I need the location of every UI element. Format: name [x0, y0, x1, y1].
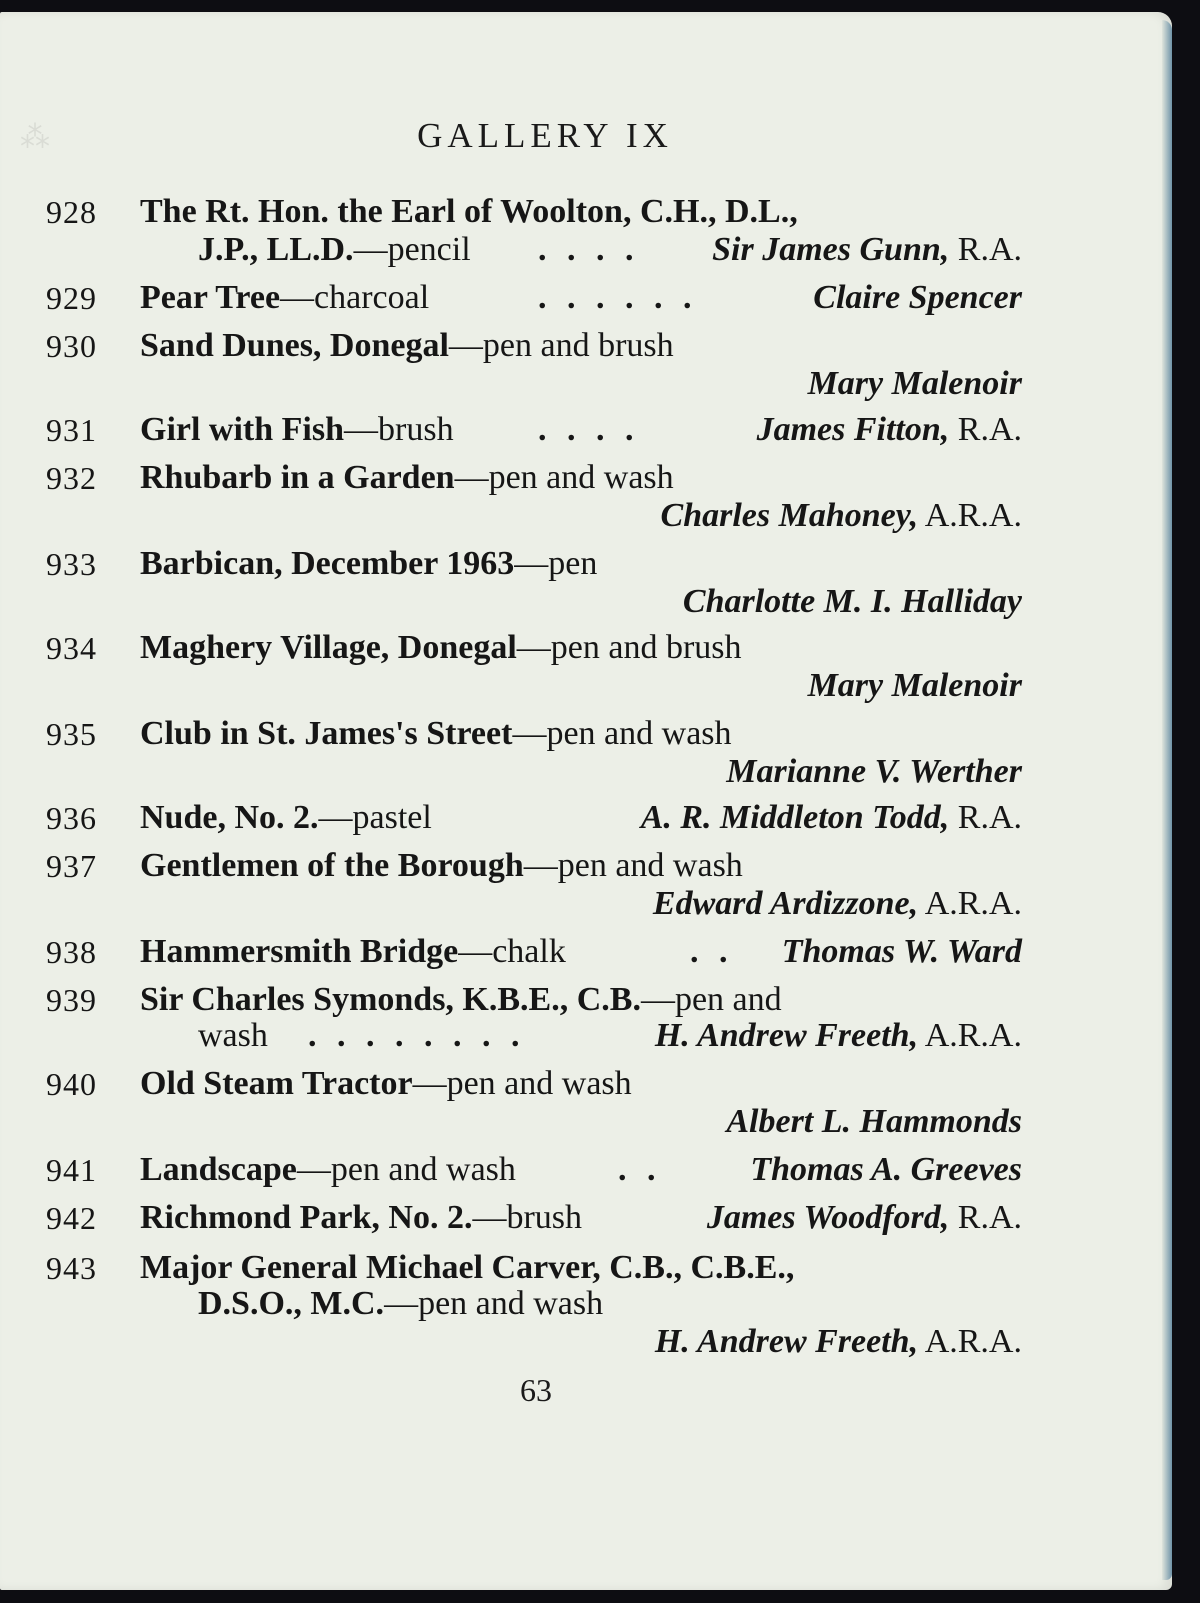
entry-number: 929 — [46, 280, 97, 316]
show-through-decoration: ⁂ — [20, 121, 50, 154]
entry-928-cont — [0, 230, 1172, 270]
entry-929 — [0, 278, 1172, 318]
entry-artist: Edward Ardizzone, A.R.A. — [652, 885, 1022, 922]
entry-title: Girl with Fish—brush — [140, 411, 454, 448]
entry-number: 943 — [46, 1250, 97, 1286]
leader-dots: . . . . . . — [538, 279, 698, 316]
entry-title: Nude, No. 2.—pastel — [140, 799, 432, 836]
entry-943-artist-line — [0, 1322, 1172, 1362]
entry-title: Old Steam Tractor—pen and wash — [140, 1065, 632, 1102]
leader-dots: . . . . — [538, 411, 640, 448]
page-edge — [1162, 20, 1172, 1580]
entry-title: Barbican, December 1963—pen — [140, 545, 598, 582]
entry-934-artist-line — [0, 666, 1172, 706]
entry-artist: Sir James Gunn, R.A. — [712, 231, 1022, 268]
entry-934 — [0, 628, 1172, 668]
entry-933-artist-line — [0, 582, 1172, 622]
gallery-heading: GALLERY IX — [417, 116, 673, 155]
entry-number: 934 — [46, 630, 97, 666]
entry-943-cont — [0, 1284, 1172, 1324]
entry-940 — [0, 1064, 1172, 1104]
entry-928 — [0, 192, 1172, 232]
entry-title: Club in St. James's Street—pen and wash — [140, 715, 732, 752]
entry-title: Gentlemen of the Borough—pen and wash — [140, 847, 743, 884]
entry-930-artist-line — [0, 364, 1172, 404]
entry-940-artist-line — [0, 1102, 1172, 1142]
entry-title-cont: D.S.O., M.C.—pen and wash — [198, 1285, 604, 1322]
entry-title: Landscape—pen and wash — [140, 1151, 516, 1188]
entry-number: 937 — [46, 848, 97, 884]
entry-942 — [0, 1198, 1172, 1238]
entry-931 — [0, 410, 1172, 450]
entry-title: Sir Charles Symonds, K.B.E., C.B.—pen and — [140, 981, 782, 1018]
entry-title-cont: J.P., LL.D.—pencil — [198, 231, 471, 268]
entry-935-artist-line — [0, 752, 1172, 792]
entry-artist: James Fitton, R.A. — [756, 411, 1022, 448]
entry-number: 942 — [46, 1200, 97, 1236]
entry-937-artist-line — [0, 884, 1172, 924]
entry-941 — [0, 1150, 1172, 1190]
entry-939 — [0, 980, 1172, 1020]
entry-artist: Charles Mahoney, A.R.A. — [660, 497, 1022, 534]
entry-936 — [0, 798, 1172, 838]
entry-artist: Marianne V. Werther — [726, 753, 1022, 790]
entry-number: 939 — [46, 982, 97, 1018]
entry-939-cont — [0, 1016, 1172, 1056]
page-number: 63 — [520, 1372, 552, 1408]
entry-932 — [0, 458, 1172, 498]
entry-number: 931 — [46, 412, 97, 448]
entry-artist: Mary Malenoir — [807, 365, 1022, 402]
entry-933 — [0, 544, 1172, 584]
entry-number: 928 — [46, 194, 97, 230]
leader-dots: . . . . . . . . — [308, 1017, 526, 1054]
entry-938 — [0, 932, 1172, 972]
entry-artist: Thomas W. Ward — [781, 933, 1022, 970]
entry-title: Rhubarb in a Garden—pen and wash — [140, 459, 674, 496]
entry-number: 938 — [46, 934, 97, 970]
entry-title: Maghery Village, Donegal—pen and brush — [140, 629, 742, 666]
entry-number: 930 — [46, 328, 97, 364]
entry-932-artist-line — [0, 496, 1172, 536]
entry-943 — [0, 1248, 1172, 1288]
entry-artist: A. R. Middleton Todd, R.A. — [640, 799, 1022, 836]
entry-artist: Claire Spencer — [813, 279, 1022, 316]
entry-title: Major General Michael Carver, C.B., C.B.E., — [140, 1249, 795, 1286]
entry-title: Sand Dunes, Donegal—pen and brush — [140, 327, 674, 364]
leader-dots: . . . . — [538, 231, 640, 268]
catalogue-page — [0, 12, 1172, 1590]
entry-title: Pear Tree—charcoal — [140, 279, 430, 316]
entry-title: Hammersmith Bridge—chalk — [140, 933, 566, 970]
entry-artist: H. Andrew Freeth, A.R.A. — [654, 1017, 1022, 1054]
entry-937 — [0, 846, 1172, 886]
entry-930 — [0, 326, 1172, 366]
entry-artist: H. Andrew Freeth, A.R.A. — [654, 1323, 1022, 1360]
leader-dots: . . — [618, 1151, 662, 1188]
entry-number: 933 — [46, 546, 97, 582]
entry-number: 940 — [46, 1066, 97, 1102]
entry-artist: James Woodford, R.A. — [706, 1199, 1022, 1236]
entry-number: 935 — [46, 716, 97, 752]
entry-935 — [0, 714, 1172, 754]
entry-artist: Thomas A. Greeves — [750, 1151, 1022, 1188]
entry-number: 941 — [46, 1152, 97, 1188]
entry-title-cont: wash — [198, 1017, 268, 1054]
entry-number: 936 — [46, 800, 97, 836]
leader-dots: . . — [690, 933, 734, 970]
entry-title: Richmond Park, No. 2.—brush — [140, 1199, 583, 1236]
entry-number: 932 — [46, 460, 97, 496]
entry-artist: Charlotte M. I. Halliday — [682, 583, 1022, 620]
entry-title: The Rt. Hon. the Earl of Woolton, C.H., D.L., — [140, 193, 798, 230]
entry-artist: Albert L. Hammonds — [726, 1103, 1022, 1140]
entry-artist: Mary Malenoir — [807, 667, 1022, 704]
